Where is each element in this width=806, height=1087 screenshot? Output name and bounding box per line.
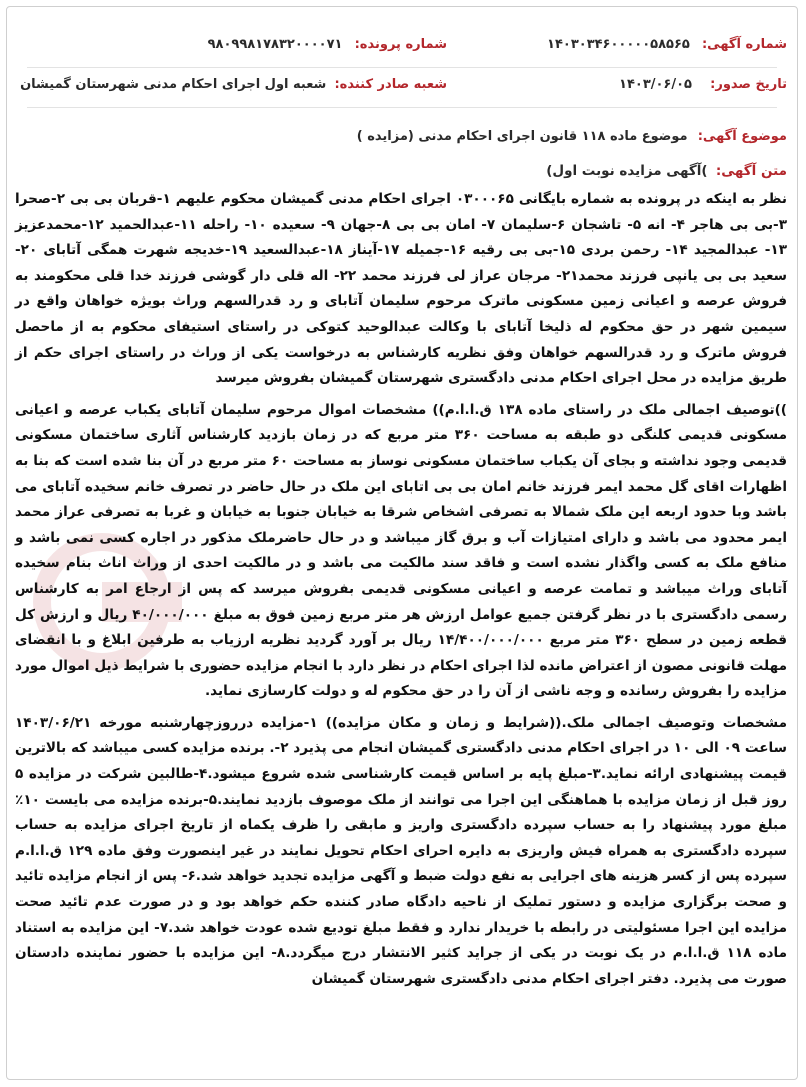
case-number-label: شماره پرونده: bbox=[354, 37, 447, 52]
issue-date-value: ۱۴۰۳/۰۶/۰۵ bbox=[619, 77, 692, 92]
issuer bbox=[20, 77, 447, 92]
ad-number bbox=[547, 37, 787, 52]
ad-number-label: شماره آگهی: bbox=[701, 37, 787, 52]
issuer-label: شعبه صادر کننده: bbox=[334, 77, 447, 92]
body-paragraph-conditions: مشخصات وتوصیف اجمالی ملک.((شرایط و زمان و مکان مزایده)) ۱-مزایده درروزچهارشنبه مورخه ۱۴۰۳/۰۶/۲۱ ساعت ۰۹ الی ۱۰ در اجرای احکام مدنی دادگستری گمیشان انجام می پذیرد ۲-. برنده مزایده کسی میباشد که بالاترین قیمت پیشنهادی ارائه نماید.۳-مبلغ پایه بر اساس قیمت کارشناسی شده شروع میشود.۴-طالبین شرکت در مزایده ۵ روز قبل از زمان مزایده با هماهنگی این اجرا می توانند از ملک موصوف بازدید نمایند.۵-برنده مزایده می بایست ۱۰٪ مبلغ مورد پیشنهاد را به حساب سپرده دادگستری واریز و مابقی را ظرف یکماه از تاریخ اجرای مزایده به حساب سپرده دادگستری به همراه فیش واریزی به دایره احرای احکام تحویل نمایند در غیر اینصورت وفق ماده ۱۲۹ ق.ا.ا.م سپرده پس از کسر هزینه های اجرایی به نفع دولت ضبط و آگهی مزایده تجدید خواهد شد.۶- پس از انجام مزایده تائید و صحت برگزاری مزایده و دستور تملیک از ناحیه دادگاه صادر کننده حکم خواهد بود و در صورت عدم تائید صحت مزایده این اجرا مسئولیتی در رابطه با خریدار ندارد و فقط مبلغ تودیع شده عودت خواهد شد.۷- این مزایده به استناد ماده ۱۱۸ ق.ا.ا.م در یک نوبت در یکی از جراید کثیر الانتشار درج میگردد.۸- این مزایده با حضور نماینده دادستان صورت می پذیرد. دفتر اجرای احکام مدنی دادگستری شهرستان گمیشان bbox=[15, 714, 788, 987]
header-divider-2 bbox=[27, 107, 777, 108]
issue-date-label: تاریخ صدور: bbox=[710, 77, 787, 92]
issuer-value: شعبه اول اجرای احکام مدنی شهرستان گمیشان bbox=[20, 77, 327, 92]
header-divider bbox=[27, 67, 777, 68]
notice-text-title bbox=[546, 163, 787, 179]
issue-date bbox=[619, 77, 787, 92]
notice-frame bbox=[6, 6, 798, 1080]
case-number-value: ۹۸۰۹۹۸۱۷۸۳۲۰۰۰۰۷۱ bbox=[207, 37, 343, 52]
notice-body bbox=[15, 187, 787, 998]
notice-subject bbox=[357, 129, 787, 144]
body-paragraph-description: ))توصیف اجمالی ملک در راستای ماده ۱۳۸ ق.ا.ا.م)) مشخصات اموال مرحوم سلیمان آتابای یکباب عرصه و اعیانی مسکونی قدیمی کلنگی دو طبقه به مساحت ۳۶۰ متر مربع که در زمان بازدید کارشناس آثاری ساختمان مسکونی قدیمی وجود نداشته و بجای آن یکباب ساختمان مسکونی نوساز به مساحت ۶۰ متر مربع در آن بنا شده است که بنا به اظهارات اقای گل محمد ایمر فرزند خانم امان بی بی اتابای این ملک در حال حاضر در تصرف خانم سخیده آتابای می باشد وبا حدود اربعه این ملک شمالا به تصرفی اشخاص شرقا به خیابان جنوبا به خیابان و غربا به تصرفی عراز محمد ایمر محدود می باشد و دارای امتیازات آب و برق گاز میباشد و در حال حاضرملک مذکور در اجاره کسی نمی باشد و منافع ملک به کسی واگذار نشده است و فاقد سند مالکیت می باشد و در مالکیت احدی از وراث اناث بنام سخیده آتابای وراث میباشد و تمامت عرصه و اعیانی مسکونی قدیمی بفروش میرسد که پس از ارجاع امر به کارشناس رسمی دادگستری با در نظر گرفتن جمیع عوامل ارزش هر متر مربع زمین فوق به مبلغ ۴۰/۰۰۰/۰۰۰ ریال و ارزش کل قطعه زمین در سطح ۳۶۰ متر مربع ۱۴/۴۰۰/۰۰۰/۰۰۰ ریال بر آورد گردید نظریه ارزیاب به طرفین ابلاغ و با انقضای مهلت قانونی مصون از اعتراض مانده لذا اجرای احکام در نظر دارد با انجام مزایده حضوری با شرایط ذیل اموال مورد مزایده را بفروش رسانده و وجه ناشی از آن را در حق محکوم له و دولت کارسازی نماید. bbox=[15, 401, 788, 700]
notice-header bbox=[7, 7, 797, 117]
subject-label: موضوع آگهی: bbox=[697, 129, 787, 144]
case-number bbox=[208, 37, 447, 52]
ad-number-value: ۱۴۰۳۰۳۴۶۰۰۰۰۰۵۸۵۶۵ bbox=[547, 37, 690, 52]
text-title-value: )آگهی مزایده نوبت اول) bbox=[546, 163, 708, 179]
subject-value: موضوع ماده ۱۱۸ قانون اجرای احکام مدنی (مزایده ) bbox=[356, 129, 688, 144]
text-label: متن آگهی: bbox=[715, 163, 787, 179]
body-paragraph-intro: نظر به اینکه در پرونده به شماره بایگانی ۰۳۰۰۰۶۵ اجرای احکام مدنی گمیشان محکوم علیهم ۱-قربان بی بی ۲-صحرا ۳-بی بی هاجر ۴- انه ۵- تاشجان ۶-سلیمان ۷- امان بی بی ۸-جهان ۹- سعیده ۱۰- راحله ۱۱-عبدالحمید ۱۲-محمدعزیز ۱۳- عبدالمجید ۱۴- رحمن بردی ۱۵-بی بی رقیه ۱۶-جمیله ۱۷-آیناز ۱۸-عبدالسعید ۱۹-خدیجه شهرت همگی آتابای ۲۰-سعید بی بی یانپی فرزند محمد۲۱- مرجان عراز لی فرزند محمد ۲۲- اله قلی دار گوشی فرزند خدا قلی محکومند به فروش عرصه و اعیانی زمین مسکونی ماترک مرحوم سلیمان آتابای و رد قدرالسهم وراث بویژه خواهان واقع در سیمین شهر در حق محکوم له ذلیخا آتابای با وکالت عبدالوحید کتوکی در راستای استیفای محکوم به از ماحصل فروش ماترک و رد قدرالسهم خواهان وفق نظریه کارشناس به درخواست یکی از وراث در راستای اجرای حکم از طریق مزایده در محل اجرای احکام مدنی دادگستری شهرستان گمیشان بفروش میرسد bbox=[15, 191, 788, 387]
